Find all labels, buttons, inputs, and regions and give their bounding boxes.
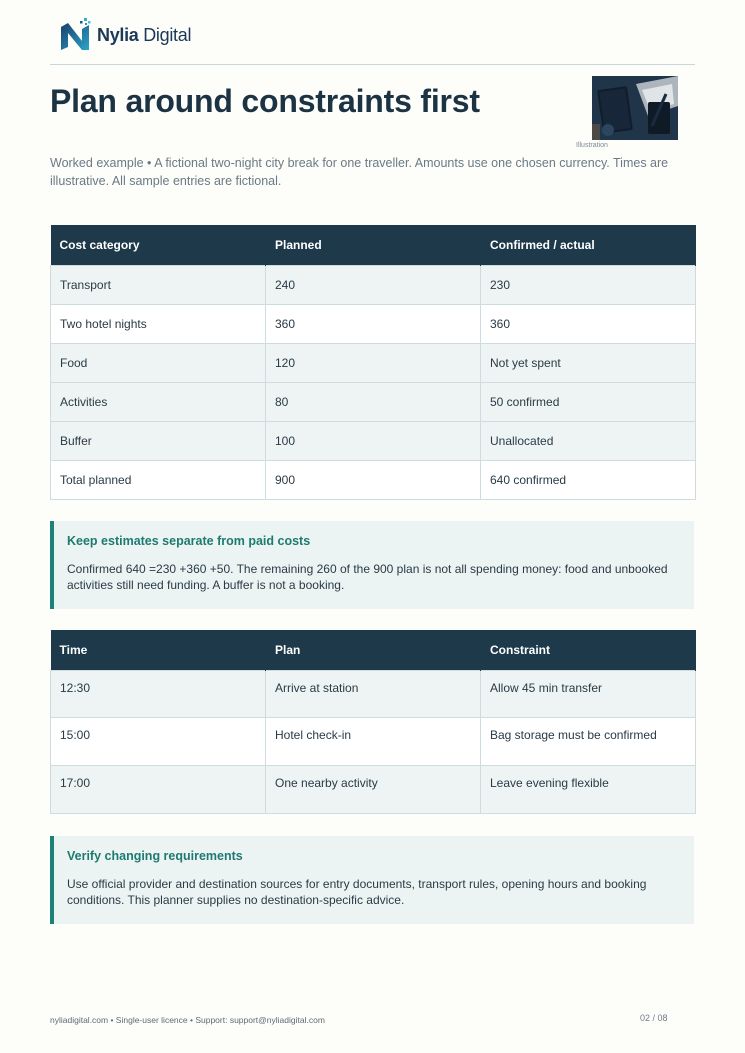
table-cell: 50 confirmed xyxy=(481,382,696,421)
table-row xyxy=(51,343,696,382)
table-cell: Total planned xyxy=(51,460,266,499)
callout-heading: Keep estimates separate from paid costs xyxy=(67,534,311,548)
table-row xyxy=(51,265,696,304)
illustration-caption: Illustration xyxy=(576,142,608,149)
page-number: 02 / 08 xyxy=(640,1013,668,1023)
table-cell: Activities xyxy=(51,382,266,421)
table-row xyxy=(51,670,696,718)
column-header: Time xyxy=(51,630,266,670)
table-row xyxy=(51,765,696,813)
column-header: Planned xyxy=(266,225,481,265)
table-cell: Not yet spent xyxy=(481,343,696,382)
table-row xyxy=(51,304,696,343)
table-cell: 15:00 xyxy=(51,718,266,766)
table-cell: 900 xyxy=(266,460,481,499)
callout-body: Use official provider and destination sources for entry documents, transport rules, opening hours and booking conditions. This planner supplies no destination-specific advice. xyxy=(67,877,647,907)
table-cell: Two hotel nights xyxy=(51,304,266,343)
table-cell: Unallocated xyxy=(481,421,696,460)
table-cell: 100 xyxy=(266,421,481,460)
table-cell: 12:30 xyxy=(51,670,266,718)
header-divider xyxy=(50,64,695,65)
column-header: Confirmed / actual xyxy=(481,225,696,265)
table-cell: Food xyxy=(51,343,266,382)
table-cell: Allow 45 min transfer xyxy=(481,670,696,718)
table-header-row xyxy=(51,630,696,670)
table-row xyxy=(51,460,696,499)
table-cell: 640 confirmed xyxy=(481,460,696,499)
table-cell: One nearby activity xyxy=(266,765,481,813)
table-cell: 360 xyxy=(266,304,481,343)
table-cell: 17:00 xyxy=(51,765,266,813)
nylia-logo-icon xyxy=(58,17,94,53)
table-row xyxy=(51,382,696,421)
table-cell: Arrive at station xyxy=(266,670,481,718)
table-cell: 360 xyxy=(481,304,696,343)
table-cell: Hotel check-in xyxy=(266,718,481,766)
notebook-illustration xyxy=(592,76,678,140)
page-subtitle: Worked example • A fictional two-night city break for one traveller. Amounts use one chosen currency. Times are illustrative. All sample entries are fictional. xyxy=(50,156,669,188)
table-cell: 230 xyxy=(481,265,696,304)
table-cell: Leave evening flexible xyxy=(481,765,696,813)
page-title: Plan around constraints first xyxy=(50,83,480,119)
estimates-callout xyxy=(50,521,694,609)
table-header-row xyxy=(51,225,696,265)
cost-table xyxy=(50,225,696,500)
column-header: Cost category xyxy=(51,225,266,265)
table-cell: 120 xyxy=(266,343,481,382)
verify-requirements-callout xyxy=(50,836,694,924)
footer-info: nyliadigital.com • Single-user licence • Support: support@nyliadigital.com xyxy=(50,1015,325,1025)
table-cell: Transport xyxy=(51,265,266,304)
brand-wordmark: Nylia Digital xyxy=(97,24,192,45)
column-header: Plan xyxy=(266,630,481,670)
callout-heading: Verify changing requirements xyxy=(67,849,243,863)
callout-body: Confirmed 640 =230 +360 +50. The remaining 260 of the 900 plan is not all spending money: food and unbooked activities still need funding. A buffer is not a booking. xyxy=(67,562,668,592)
table-cell: Buffer xyxy=(51,421,266,460)
table-cell: Bag storage must be confirmed xyxy=(481,718,696,766)
table-cell: 80 xyxy=(266,382,481,421)
schedule-table xyxy=(50,630,696,814)
column-header: Constraint xyxy=(481,630,696,670)
brand-logo xyxy=(58,17,191,53)
table-row xyxy=(51,718,696,766)
table-row xyxy=(51,421,696,460)
table-cell: 240 xyxy=(266,265,481,304)
